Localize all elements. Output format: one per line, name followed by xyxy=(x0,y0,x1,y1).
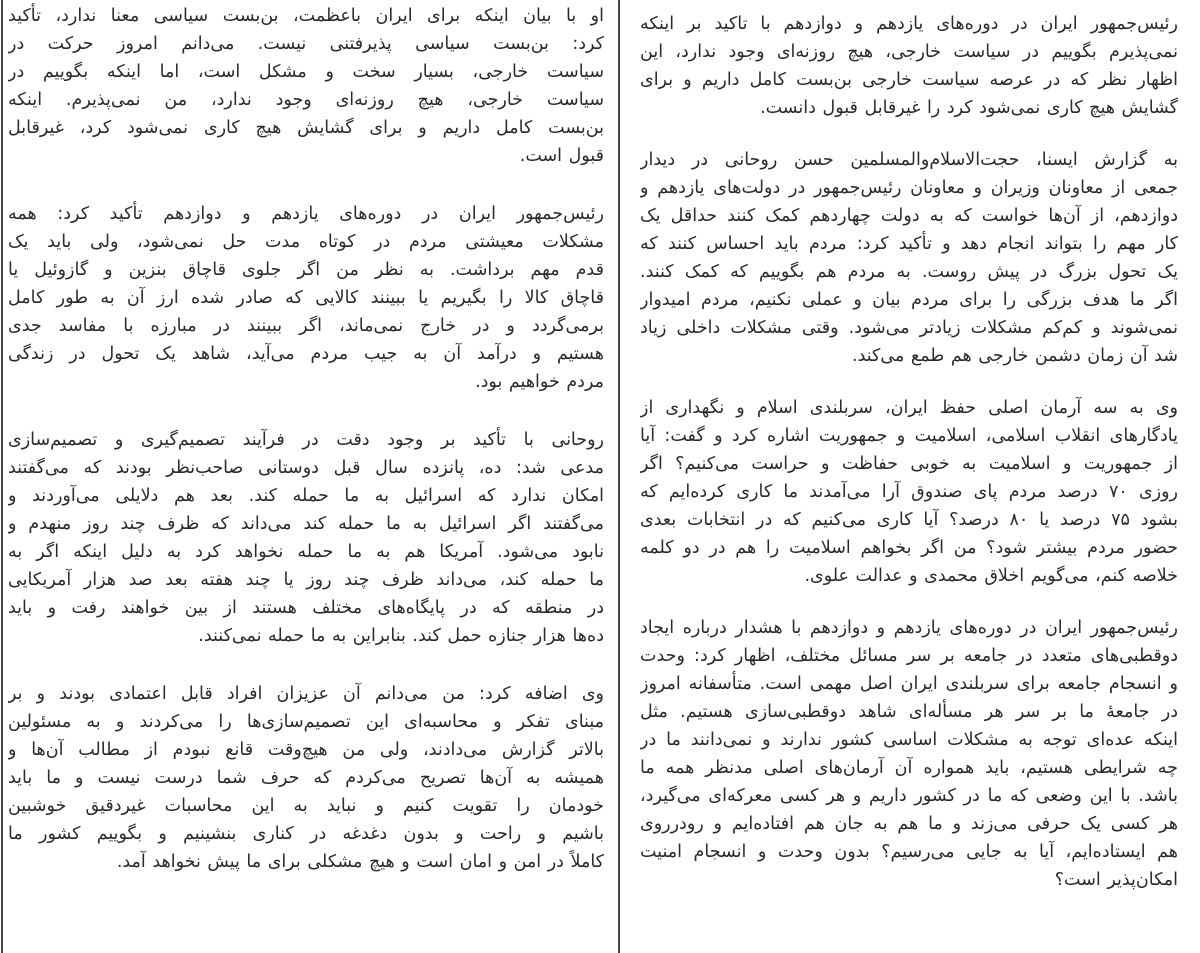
text-line: حضور مردم بیشتر شود؟ من اگر بخواهم اسلامیت را هم در دو کلمه xyxy=(640,538,1178,558)
text-line: به گزارش ایسنا، حجت‌الاسلام‌والمسلمین حسن روحانی در دیدار xyxy=(640,150,1178,170)
text-line: قاچاق کالا را بگیریم یا ببینند کالایی که صادر شده ارز آن به طور کامل xyxy=(8,288,604,308)
text-line: در منطقه که در پایگاه‌های مختلف هستند از بین خواهند رفت و باید xyxy=(8,598,604,618)
text-line: برمی‌گردد و در خارج نمی‌ماند، اگر ببینند در مبارزه با مفاسد جدی xyxy=(8,316,604,336)
column-divider xyxy=(618,0,620,953)
text-line: بن‌بست کامل داریم و برای گشایش هیچ کاری نمی‌شود کرد، غیرقابل xyxy=(8,118,604,138)
text-line: وی اضافه کرد: من می‌دانم آن عزیزان افراد قابل اعتمادی بودند و بر xyxy=(8,684,604,704)
text-line: باشد. با این وضعی که ما در کشور داریم و هر کسی معرکه‌ای می‌گیرد، xyxy=(640,786,1178,806)
text-line: اظهار نظر که در عرصه سیاست خارجی بن‌بست کامل داریم و برای xyxy=(640,70,1178,90)
text-line: ده‌ها هزار جنازه حمل کند. بنابراین به ما حمله نمی‌کنند. xyxy=(198,626,604,646)
text-line: رئیس‌جمهور ایران در دوره‌های یازدهم و دوازدهم تأکید کرد: همه xyxy=(8,204,604,224)
text-line: شد آن زمان دشمن خارجی هم طمع می‌کند. xyxy=(852,346,1178,366)
text-line: امکان ندارد که اسرائیل به ما حمله کند. بعد هم دلایلی می‌آوردند و xyxy=(8,486,604,506)
page-border-left xyxy=(1,0,3,953)
text-line: یک تحول بزرگ در پیش روست. به مردم هم بگوییم که کمک کنند. xyxy=(640,262,1178,282)
text-line: هر کسی یک حرفی می‌زند و ما هم به جان هم افتاده‌ایم و رودرروی xyxy=(640,814,1178,834)
text-line: وی به سه آرمان اصلی حفظ ایران، سربلندی اسلام و نگهداری از xyxy=(640,398,1178,418)
text-line: قبول است. xyxy=(519,146,604,166)
text-line: کار مهم را بتواند انجام دهد و تأکید کرد: مردم باید احساس کنند که xyxy=(640,234,1178,254)
text-line: جمعی از معاونان وزیران و معاونان رئیس‌جمهور در دولت‌های یازدهم و xyxy=(640,178,1178,198)
text-line: از جمهوریت و اسلامیت به خوبی حفاظت و حراست می‌کنیم؟ اگر xyxy=(640,454,1178,474)
text-line: هم ایستاده‌ایم، آیا به جایی می‌رسیم؟ بدون وحدت و انسجام امنیت xyxy=(640,842,1178,862)
text-line: هستیم و درآمد آن به جیب مردم می‌آید، شاهد یک تحول در زندگی xyxy=(8,344,604,364)
text-line: کرد: بن‌بست سیاسی پذیرفتنی نیست. می‌دانم امروز حرکت در xyxy=(8,34,604,54)
paragraph xyxy=(8,680,604,876)
paragraph xyxy=(8,200,604,396)
text-line: سیاست خارجی، هیچ روزنه‌ای وجود ندارد، من نمی‌پذیرم. اینکه xyxy=(8,90,604,110)
text-line: کاملاً در امن و امان است و هیچ مشکلی برای ما پیش نخواهد آمد. xyxy=(116,852,604,872)
text-line: همیشه به آن‌ها تصریح می‌کردم که حرف شما درست نیست و ما باید xyxy=(8,768,604,788)
article-column-left xyxy=(8,2,604,906)
text-line: بشود ۷۵ درصد یا ۸۰ درصد؟ آیا کاری می‌کنیم که در انتخابات بعدی xyxy=(640,510,1178,530)
text-line: مبنای تفکر و محاسبه‌ای این تصمیم‌سازی‌ها را می‌کردند و به مسئولین xyxy=(8,712,604,732)
paragraph xyxy=(640,394,1178,590)
text-line: دوازدهم، از آن‌ها خواست که به دولت چهاردهم کمک کنند حداقل یک xyxy=(640,206,1178,226)
text-line: روزی ۷۰ درصد مردم پای صندوق آرا می‌آمدند ما کاری کرده‌ایم که xyxy=(640,482,1178,502)
text-line: امکان‌پذیر است؟ xyxy=(1054,870,1178,890)
text-line: باشیم و راحت و بدون دغدغه در کناری بنشینیم و بگوییم کشور ما xyxy=(8,824,604,844)
text-line: مردم خواهیم بود. xyxy=(475,372,604,392)
paragraph xyxy=(640,10,1178,122)
text-line: نمی‌شوند و کم‌کم مشکلات زیادتر می‌شود. وقتی مشکلات داخلی زیاد xyxy=(640,318,1178,338)
text-line: گشایش هیچ کاری نمی‌شود کرد را غیرقابل قبول دانست. xyxy=(760,98,1178,118)
text-line: رئیس‌جمهور ایران در دوره‌های یازدهم و دوازدهم با تاکید بر اینکه xyxy=(640,14,1178,34)
paragraph xyxy=(8,2,604,170)
text-line: می‌گفتند اگر اسرائیل به ما حمله کند می‌داند که ظرف چند روز منهدم و xyxy=(8,514,604,534)
text-line: و انسجام جامعه برای سربلندی ایران اصل مهمی است. متأسفانه امروز xyxy=(640,674,1178,694)
text-line: روحانی با تأکید بر وجود دقت در فرآیند تصمیم‌گیری و تصمیم‌سازی xyxy=(8,430,604,450)
paragraph xyxy=(640,146,1178,370)
text-line: دوقطبی‌های متعدد در جامعه بر سر مسائل مختلف، اظهار کرد: وحدت xyxy=(640,646,1178,666)
text-line: در جامعهٔ ما بر سر هر مسأله‌ای شاهد دوقطبی‌سازی هستیم. مثل xyxy=(640,702,1178,722)
text-line: نابود می‌شود. آمریکا هم به ما حمله نخواهد کرد به دلیل اینکه اگر به xyxy=(8,542,604,562)
text-line: نمی‌پذیرم بگوییم در سیاست خارجی، هیچ روزنه‌ای وجود ندارد، این xyxy=(640,42,1178,62)
text-line: خودمان را تقویت کنیم و نباید به این محاسبات غیردقیق خوشبین xyxy=(8,796,604,816)
text-line: سیاست خارجی، بسیار سخت و مشکل است، اما اینکه بگوییم در xyxy=(8,62,604,82)
text-line: مشکلات معیشتی مردم در کوتاه مدت حل نمی‌شود، ولی باید یک xyxy=(8,232,604,252)
paragraph xyxy=(8,426,604,650)
text-line: چه شرایطی هستیم، باید همواره آن آرمان‌های اصلی مدنظر همه ما xyxy=(640,758,1178,778)
text-line: اگر ما هدف بزرگی را برای مردم بیان و عملی نکنیم، مردم امیدوار xyxy=(640,290,1178,310)
paragraph xyxy=(640,614,1178,894)
text-line: او با بیان اینکه برای ایران باعظمت، بن‌بست سیاسی معنا ندارد، تأکید xyxy=(8,6,604,26)
text-line: قدم مهم برداشت. به نظر من اگر جلوی قاچاق بنزین و گازوئیل یا xyxy=(8,260,604,280)
article-column-right xyxy=(640,10,1178,918)
text-line: خلاصه کنم، می‌گویم اخلاق محمدی و عدالت علوی. xyxy=(804,566,1178,586)
text-line: رئیس‌جمهور ایران در دوره‌های یازدهم و دوازدهم با هشدار درباره ایجاد xyxy=(640,618,1178,638)
text-line: بالاتر گزارش می‌دادند، ولی من هیچ‌وقت قانع نبودم از مطالب آن‌ها و xyxy=(8,740,604,760)
text-line: ما حمله کند، می‌داند ظرف چند روز یا چند هفته بعد صد هزار آمریکایی xyxy=(8,570,604,590)
text-line: یادگارهای انقلاب اسلامی، اسلامیت و جمهوریت اشاره کرد و گفت: آیا xyxy=(640,426,1178,446)
text-line: مدعی شد: ده، پانزده سال قبل دوستانی صاحب‌نظر بودند که می‌گفتند xyxy=(8,458,604,478)
text-line: اینکه عده‌ای توجه به مشکلات اساسی کشور ندارند و نمی‌دانند ما در xyxy=(640,730,1178,750)
